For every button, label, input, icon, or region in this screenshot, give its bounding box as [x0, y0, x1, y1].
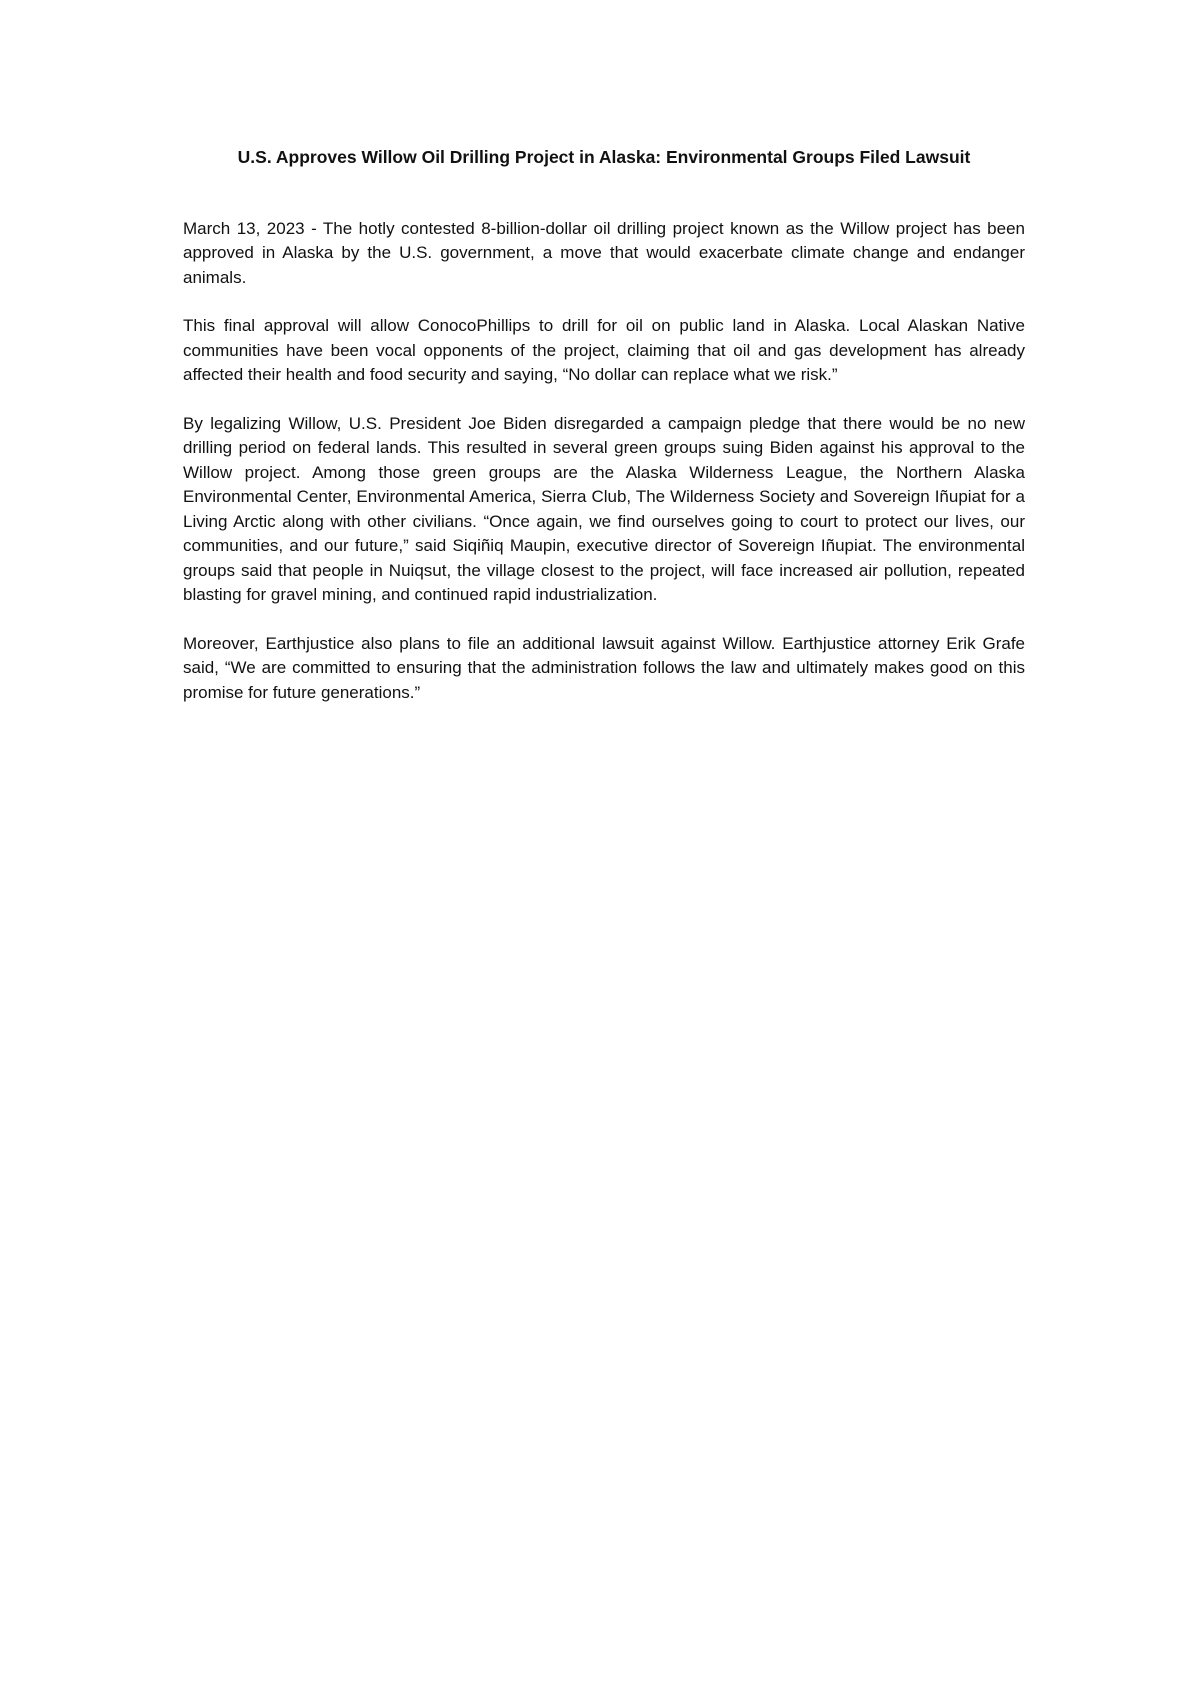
paragraph-3: By legalizing Willow, U.S. President Joe Biden disregarded a campaign pledge that there would be no new drilling period on federal lands. This resulted in several green groups suing Biden against his approval to the Willow project. Among those green groups are the Alaska Wilderness League, the Northern Alaska Environmental Center, Environmental America, Sierra Club, The Wilderness Society and Sovereign Iñupiat for a Living Arctic along with other civilians. “Once again, we find ourselves going to court to protect our lives, our communities, and our future,” said Siqiñiq Maupin, executive director of Sovereign Iñupiat. The environmental groups said that people in Nuiqsut, the village closest to the project, will face increased air pollution, repeated blasting for gravel mining, and continued rapid industrialization.: [183, 413, 1025, 604]
paragraph-1: March 13, 2023 - The hotly contested 8-billion-dollar oil drilling project known as the Willow project has been approved in Alaska by the U.S. government, a move that would exacerbate climate change and endanger animals.: [183, 218, 1025, 287]
paragraph-2: This final approval will allow ConocoPhillips to drill for oil on public land in Alaska. Local Alaskan Native communities have been vocal opponents of the project, claiming that oil and gas development has already affected their health and food security and saying, “No dollar can replace what we risk.”: [183, 316, 1025, 384]
document-title: U.S. Approves Willow Oil Drilling Project in Alaska: Environmental Groups Filed Lawsuit: [237, 147, 971, 167]
document-body: [183, 145, 1025, 729]
paragraph-4: Moreover, Earthjustice also plans to file an additional lawsuit against Willow. Earthjustice attorney Erik Grafe said, “We are committed to ensuring that the administration follows the law and ultimately makes good on this promise for future generations.”: [183, 633, 1025, 702]
